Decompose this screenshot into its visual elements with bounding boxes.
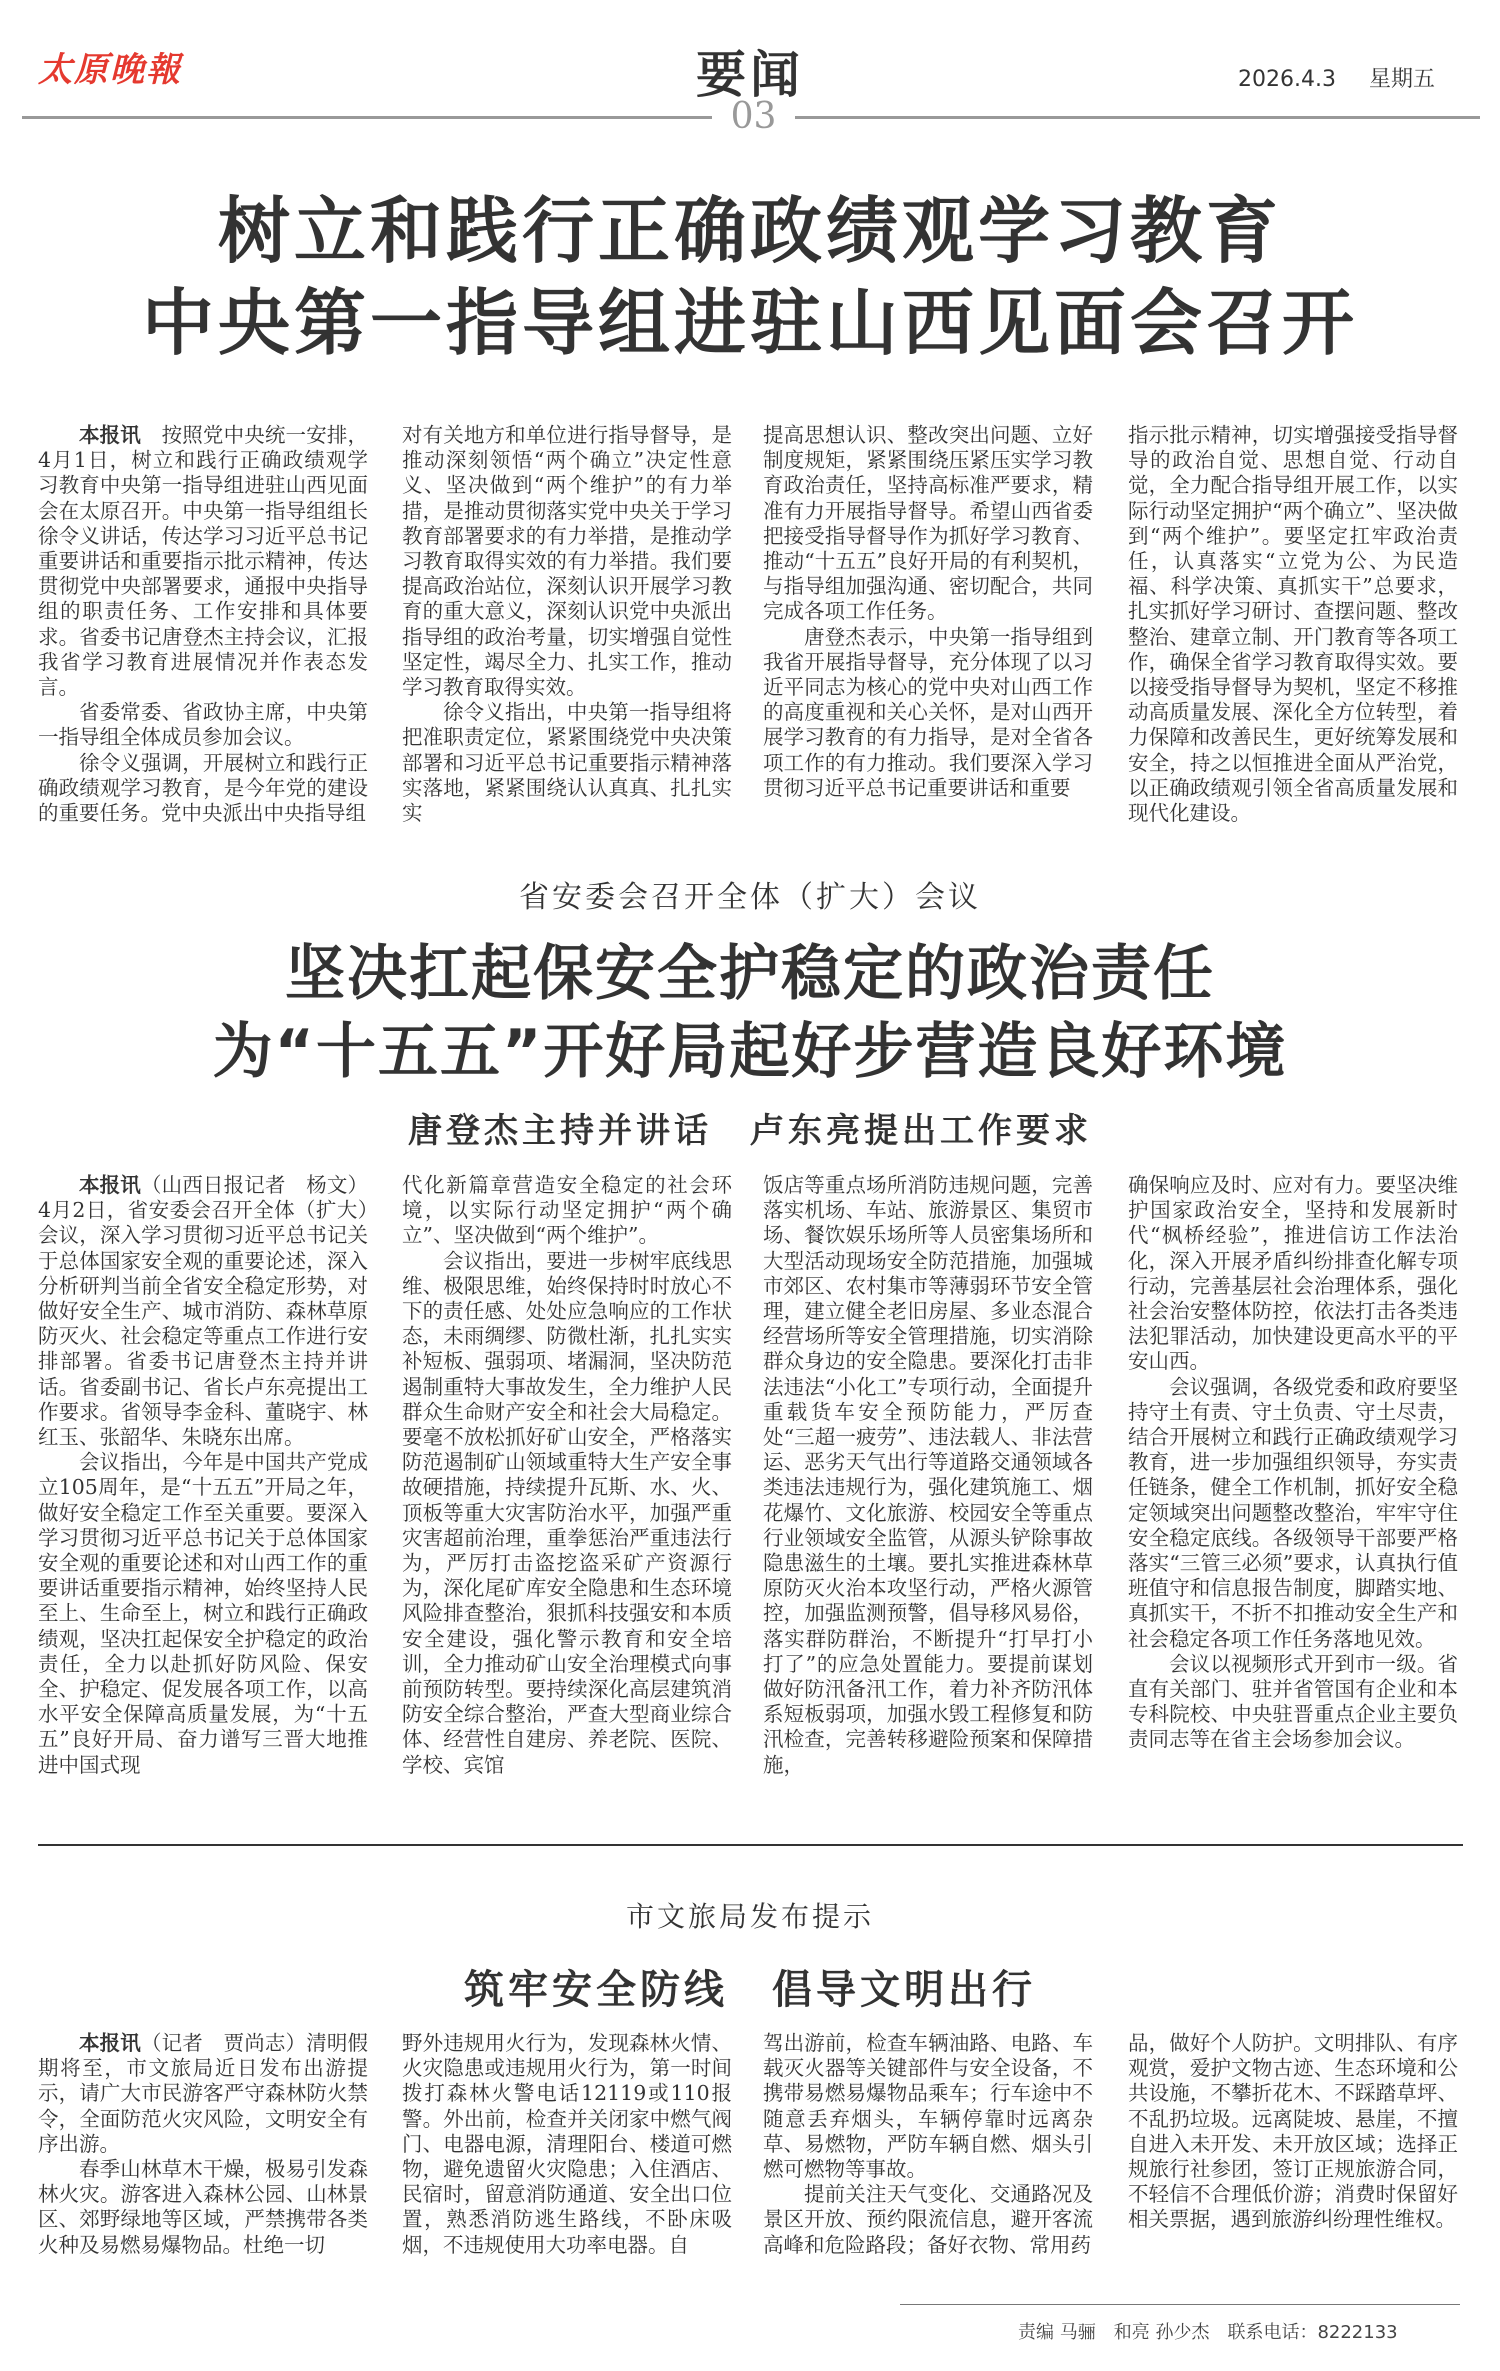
paragraph — [38, 700, 368, 750]
paragraph-text: 野外违规用火行为，发现森林火情、火灾隐患或违规用火行为，第一时间拨打森林火警电话12119或110报警。外出前，检查并关闭家中燃气阀门、电器电源，清理阳台、楼道可燃物，避免遗留火灾隐患；入住酒店、民宿时，留意消防通道、安全出口位置，熟悉消防逃生路线，不卧床吸烟，不违规使用大功率电器。自 — [402, 2031, 732, 2257]
article-column — [1128, 2031, 1458, 2233]
article1-headline — [0, 185, 1500, 369]
article-column — [38, 423, 368, 826]
paragraph — [402, 1173, 732, 1249]
article-column — [763, 2031, 1093, 2258]
article-column — [38, 1173, 368, 1778]
paragraph — [402, 2031, 732, 2258]
page-number: 03 — [730, 96, 777, 137]
paragraph — [38, 751, 368, 827]
dateline-lead: 本报讯 — [79, 423, 141, 447]
paragraph-text: 饭店等重点场所消防违规问题，完善落实机场、车站、旅游景区、集贸市场、餐饮娱乐场所等人员密集场所和大型活动现场安全防范措施，加强城市郊区、农村集市等薄弱环节安全管理，建立健全老旧房屋、多业态混合经营场所等安全管理措施，切实消除群众身边的安全隐患。要深化打击非法违法“小化工”专项行动，全面提升重载货车安全预防能力，严厉查处“三超一疲劳”、违法载人、非法营运、恶劣天气出行等道路交通领域各类违法违规行为，强化建筑施工、烟花爆竹、文化旅游、校园安全等重点行业领域安全监管，从源头铲除事故隐患滋生的土壤。要扎实推进森林草原防灭火治本攻坚行动，严格火源管控，加强监测预警，倡导移风易俗，落实群防群治，不断提升“打早打小打了”的应急处置能力。要提前谋划做好防汛备汛工作，着力补齐防汛体系短板弱项，加强水毁工程修复和防汛检查，完善转移避险预案和保障措施， — [763, 1173, 1093, 1777]
paragraph-text: 会议指出，要进一步树牢底线思维、极限思维，始终保持时时放心不下的责任感、处处应急响应的工作状态，未雨绸缪、防微杜渐，扎扎实实补短板、强弱项、堵漏洞，坚决防范遏制重特大事故发生，全力维护人民群众生命财产安全和社会大局稳定。要毫不放松抓好矿山安全，严格落实防范遏制矿山领域重特大生产安全事故硬措施，持续提升瓦斯、水、火、顶板等重大灾害防治水平，加强严重灾害超前治理，重拳惩治严重违法行为，严厉打击盗挖盗采矿产资源行为，深化尾矿库安全隐患和生态环境风险排查整治，狠抓科技强安和本质安全建设，强化警示教育和安全培训，全力推动矿山安全治理模式向事前预防转型。要持续深化高层建筑消防安全综合整治，严查大型商业综合体、经营性自建房、养老院、医院、学校、宾馆 — [402, 1248, 732, 1777]
article3-headline: 筑牢安全防线 倡导文明出行 — [464, 1967, 1036, 2013]
paragraph — [402, 423, 732, 700]
article3-kicker: 市文旅局发布提示 — [625, 1900, 874, 1933]
paragraph-text: （记者 贾尚志）清明假期将至，市文旅局近日发布出游提示，请广大市民游客严守森林防火禁令，全面防范火灾风险，文明安全有序出游。 — [38, 2031, 369, 2156]
masthead-rule-right — [795, 116, 1480, 119]
article-column — [38, 2031, 368, 2258]
article-column — [1128, 1173, 1458, 1753]
paragraph-text: 驾出游前，检查车辆油路、电路、车载灭火器等关键部件与安全设备，不携带易燃易爆物品乘车；行车途中不随意丢弃烟头，车辆停靠时远离杂草、易燃物，严防车辆自燃、烟头引燃可燃物等事故。 — [763, 2031, 1093, 2182]
article2-subtitle: 唐登杰主持并讲话 卢东亮提出工作要求 — [408, 1111, 1092, 1151]
paragraph-text: （山西日报记者 杨文）4月2日，省安委会召开全体（扩大）会议，深入学习贯彻习近平总书记关于总体国家安全观的重要论述，深入分析研判当前全省安全稳定形势，对做好安全生产、城市消防、森林草原防灭火、社会稳定等重点工作进行安排部署。省委书记唐登杰主持并讲话。省委副书记、省长卢东亮提出工作要求。省领导李金科、董晓宇、林红玉、张韶华、朱晓东出席。 — [38, 1173, 369, 1450]
paragraph — [38, 2031, 368, 2157]
paragraph-text: 品，做好个人防护。文明排队、有序观赏，爱护文物古迹、生态环境和公共设施，不攀折花木、不踩踏草坪、不乱扔垃圾。远离陡坡、悬崖，不擅自进入未开发、未开放区域；选择正规旅行社参团，签订正规旅游合同，不轻信不合理低价游；消费时保留好相关票据，遇到旅游纠纷理性维权。 — [1128, 2031, 1458, 2232]
paragraph — [763, 1173, 1093, 1778]
paragraph-text: 会议强调，各级党委和政府要坚持守土有责、守土负责、守土尽责，结合开展树立和践行正确政绩观学习教育，进一步加强组织领导，夯实责任链条，健全工作机制，抓好安全稳定领域突出问题整改整治，牢牢守住安全稳定底线。各级领导干部要严格落实“三管三必须”要求，认真执行值班值守和信息报告制度，脚踏实地、真抓实干，不折不扣推动安全生产和社会稳定各项工作任务落地见效。 — [1128, 1374, 1458, 1651]
headline-line: 树立和践行正确政绩观学习教育 — [217, 189, 1282, 273]
paragraph — [402, 1249, 732, 1778]
paragraph — [1128, 423, 1458, 826]
section-divider — [38, 1844, 1463, 1846]
paragraph — [1128, 1375, 1458, 1652]
article2-headline — [0, 935, 1500, 1091]
paragraph-text: 按照党中央统一安排，4月1日，树立和践行正确政绩观学习教育中央第一指导组进驻山西见面会在太原召开。中央第一指导组组长徐令义讲话，传达学习习近平总书记重要讲话和重要指示批示精神，传达贯彻党中央部署要求，通报中央指导组的职责任务、工作安排和具体要求。省委书记唐登杰主持会议，汇报我省学习教育进展情况并作表态发言。 — [38, 423, 369, 700]
headline-line: 为“十五五”开好局起好步营造良好环境 — [212, 1017, 1288, 1087]
paragraph — [1128, 2031, 1458, 2233]
footer-rule — [900, 2304, 1460, 2305]
paragraph-text: 会议指出，今年是中国共产党成立105周年，是“十五五”开局之年，做好安全稳定工作至关重要。要深入学习贯彻习近平总书记关于总体国家安全观的重要论述和对山西工作的重要讲话重要指示精神，始终坚持人民至上、生命至上，树立和践行正确政绩观，坚决扛起保安全护稳定的政治责任，全力以赴抓好防风险、保安全、护稳定、促发展各项工作，以高水平安全保障高质量发展，为“十五五”良好开局、奋力谱写三晋大地推进中国式现 — [38, 1450, 368, 1777]
paragraph-text: 确保响应及时、应对有力。要坚决维护国家政治安全，坚持和发展新时代“枫桥经验”，推进信访工作法治化，深入开展矛盾纠纷排查化解专项行动，完善基层社会治理体系，强化社会治安整体防控，依法打击各类违法犯罪活动，加快建设更高水平的平安山西。 — [1128, 1173, 1458, 1374]
paragraph-text: 代化新篇章营造安全稳定的社会环境，以实际行动坚定拥护“两个确立”、坚决做到“两个维护”。 — [402, 1173, 732, 1248]
paragraph-text: 会议以视频形式开到市一级。省直有关部门、驻并省管国有企业和本专科院校、中央驻晋重点企业主要负责同志等在省主会场参加会议。 — [1128, 1651, 1458, 1752]
article-column — [402, 2031, 732, 2258]
headline-line: 中央第一指导组进驻山西见面会召开 — [141, 281, 1358, 365]
paragraph-text: 徐令义指出，中央第一指导组将把准职责定位，紧紧围绕党中央决策部署和习近平总书记重要指示精神落实落地，紧紧围绕认认真真、扎扎实实 — [402, 700, 732, 826]
paragraph — [38, 423, 368, 700]
dateline-lead: 本报讯 — [79, 2031, 141, 2055]
article-column — [763, 423, 1093, 801]
paragraph — [763, 625, 1093, 801]
paragraph — [38, 1173, 368, 1450]
article2-kicker: 省安委会召开全体（扩大）会议 — [519, 880, 981, 915]
dateline-lead: 本报讯 — [79, 1173, 141, 1197]
weekday-text: 星期五 — [1368, 67, 1435, 92]
editor-credits: 责编 马骊 和亮 孙少杰 联系电话：8222133 — [1018, 2322, 1398, 2343]
paragraph — [763, 423, 1093, 625]
paragraph — [1128, 1173, 1458, 1375]
article-column — [402, 423, 732, 826]
issue-date — [1238, 62, 1435, 93]
paragraph-text: 春季山林草木干燥，极易引发森林火灾。游客进入森林公园、山林景区、郊野绿地等区域，严禁携带各类火种及易燃易爆物品。杜绝一切 — [38, 2157, 368, 2257]
article-column — [763, 1173, 1093, 1778]
article-column — [402, 1173, 732, 1778]
masthead-rule-left — [22, 116, 712, 119]
paragraph-text: 省委常委、省政协主席，中央第一指导组全体成员参加会议。 — [38, 700, 368, 750]
paragraph — [402, 700, 732, 826]
section-title: 要闻 — [696, 45, 804, 104]
paragraph-text: 徐令义强调，开展树立和践行正确政绩观学习教育，是今年党的建设的重要任务。党中央派出中央指导组 — [38, 750, 368, 826]
article-column — [1128, 423, 1458, 826]
paragraph-text: 提前关注天气变化、交通路况及景区开放、预约限流信息，避开客流高峰和危险路段；备好衣物、常用药 — [763, 2182, 1093, 2257]
paragraph — [763, 2182, 1093, 2258]
paragraph-text: 提高思想认识、整改突出问题、立好制度规矩，紧紧围绕压紧压实学习教育政治责任，坚持高标准严要求，精准有力开展指导督导。希望山西省委把接受指导督导作为抓好学习教育、推动“十五五”良好开局的有利契机，与指导组加强沟通、密切配合，共同完成各项工作任务。 — [763, 423, 1093, 624]
paragraph — [1128, 1652, 1458, 1753]
newspaper-logo: 太原晚報 — [38, 50, 182, 90]
paragraph-text: 对有关地方和单位进行指导督导，是推动深刻领悟“两个确立”决定性意义、坚决做到“两个维护”的有力举措，是推动贯彻落实党中央关于学习教育部署要求的有力举措，是推动学习教育取得实效的有力举措。我们要提高政治站位，深刻认识开展学习教育的重大意义，深刻认识党中央派出指导组的政治考量，切实增强自觉性坚定性，竭尽全力、扎实工作，推动学习教育取得实效。 — [402, 423, 732, 700]
paragraph — [38, 1450, 368, 1778]
headline-line: 坚决扛起保安全护稳定的政治责任 — [285, 939, 1215, 1009]
paragraph — [38, 2157, 368, 2258]
paragraph-text: 唐登杰表示，中央第一指导组到我省开展指导督导，充分体现了以习近平同志为核心的党中央对山西工作的高度重视和关心关怀，是对山西开展学习教育的有力指导，是对全省各项工作的有力推动。我们要深入学习贯彻习近平总书记重要讲话和重要 — [763, 624, 1093, 800]
date-text: 2026.4.3 — [1238, 67, 1336, 92]
paragraph-text: 指示批示精神，切实增强接受指导督导的政治自觉、思想自觉、行动自觉，全力配合指导组开展工作，以实际行动坚定拥护“两个确立”、坚决做到“两个维护”。要坚定扛牢政治责任，认真落实“立党为公、为民造福、科学决策、真抓实干”总要求，扎实抓好学习研讨、查摆问题、整改整治、建章立制、开门教育等各项工作，确保全省学习教育取得实效。要以接受指导督导为契机，坚定不移推动高质量发展、深化全方位转型，着力保障和改善民生，更好统筹发展和安全，持之以恒推进全面从严治党，以正确政绩观引领全省高质量发展和现代化建设。 — [1128, 423, 1458, 826]
paragraph — [763, 2031, 1093, 2182]
